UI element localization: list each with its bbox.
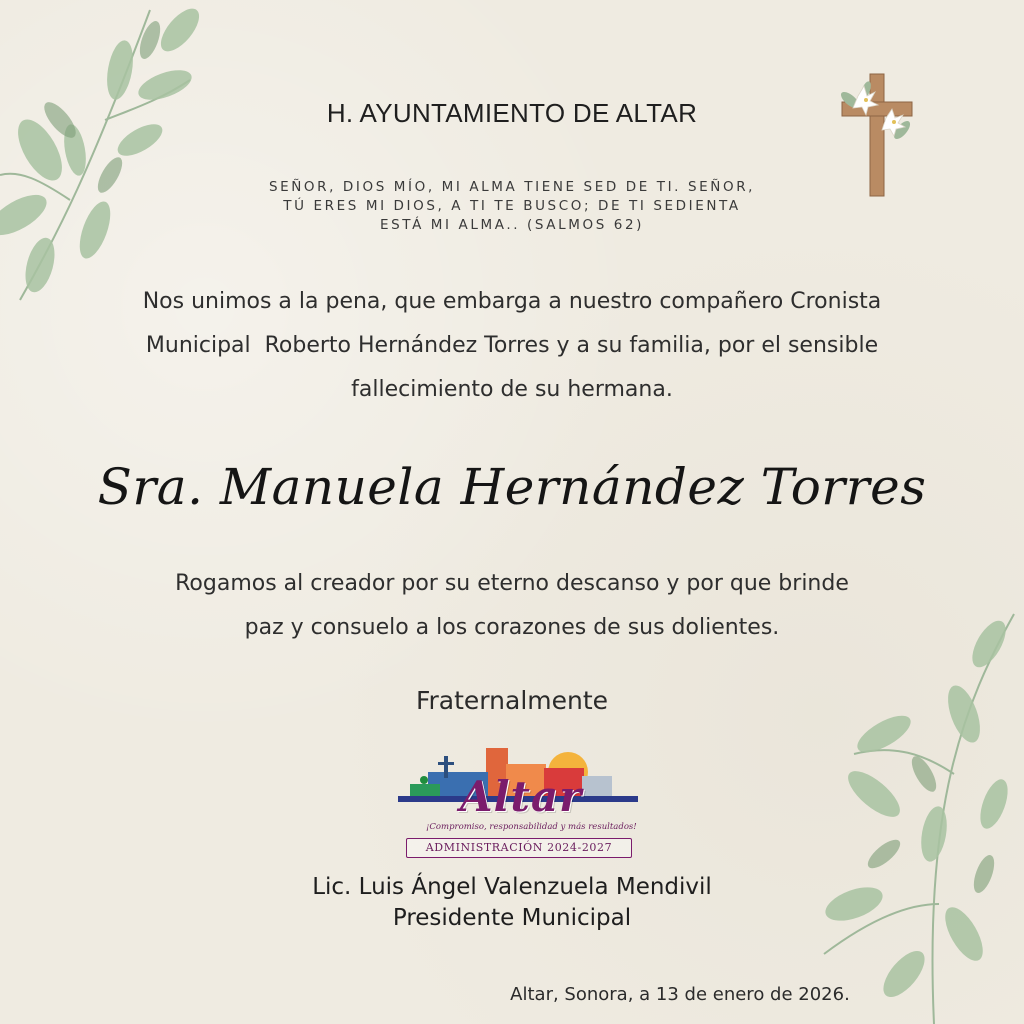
psalm-verse [212,178,812,235]
cross-with-lilies-icon [836,70,918,198]
leaf-branch-bottom-right-icon [814,604,1024,1024]
verse-line: TÚ ERES MI DIOS, A TI TE BUSCO; DE TI SEDIENTA [283,198,741,214]
logo-administration-period: ADMINISTRACIÓN 2024-2027 [406,838,632,858]
signature-block [0,872,1024,934]
logo-slogan: ¡Compromiso, responsabilidad y más resultados! [426,822,637,832]
condolence-line: fallecimiento de su hermana. [351,377,673,402]
verse-line: ESTÁ MI ALMA.. (SALMOS 62) [379,217,645,233]
page-title: H. AYUNTAMIENTO DE ALTAR [326,98,698,128]
signer-role: Presidente Municipal [392,905,632,931]
prayer-message [60,562,964,650]
altar-administration-logo [398,742,638,860]
leaf-branch-top-left-icon [0,0,220,310]
verse-line: SEÑOR, DIOS MÍO, MI ALMA TIENE SED DE TI. SEÑOR, [268,179,756,195]
signer-name: Lic. Luis Ángel Valenzuela Mendivil [312,874,712,900]
date-line: Altar, Sonora, a 13 de enero de 2026. [510,984,850,1005]
prayer-line: Rogamos al creador por su eterno descanso y por que brinde [175,571,849,596]
condolence-message [80,280,944,412]
condolence-line: Municipal Roberto Hernández Torres y a su familia, por el sensible [145,333,879,358]
condolence-line: Nos unimos a la pena, que embarga a nuestro compañero Cronista [142,289,882,314]
closing-salutation: Fraternalmente [415,686,609,715]
logo-wordmark: Altar [460,772,583,821]
prayer-line: paz y consuelo a los corazones de sus dolientes. [244,615,780,640]
deceased-name: Sra. Manuela Hernández Torres [97,458,927,516]
